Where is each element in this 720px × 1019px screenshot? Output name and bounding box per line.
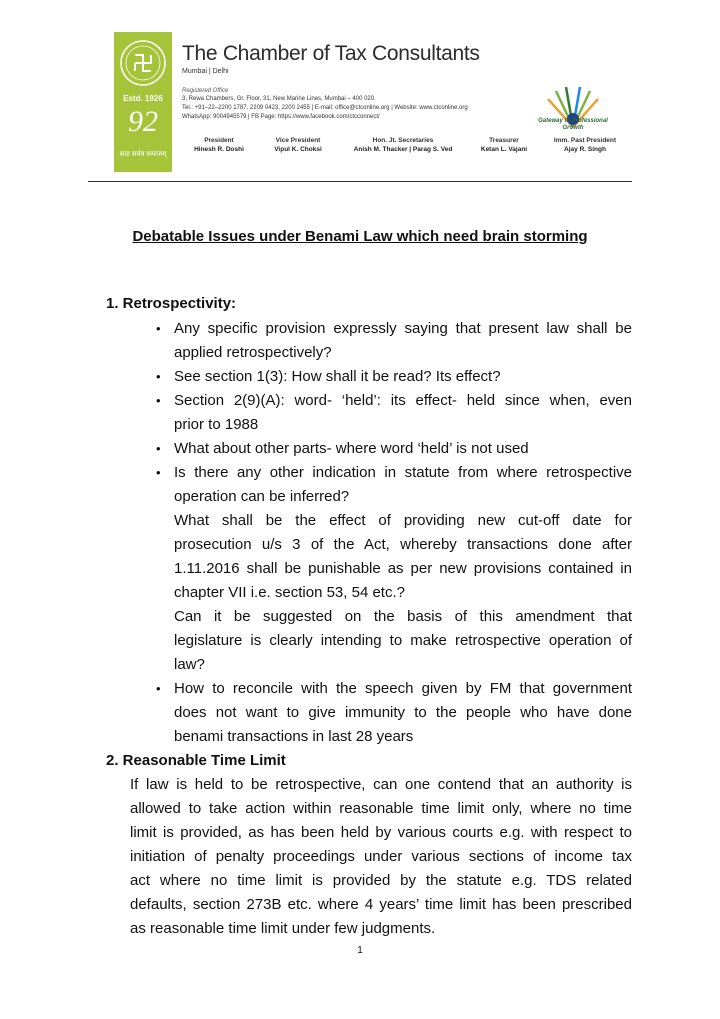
office-bearer-secretaries (340, 136, 466, 154)
body-line: initiation of penalty proceedings under various sections of income tax (130, 848, 632, 865)
body-line: operation can be inferred? (174, 488, 350, 505)
bullet-icon: • (156, 321, 161, 336)
body-line: Any specific provision expressly saying that present law shall be (174, 320, 632, 337)
office-person: Ketan L. Vajani (480, 146, 528, 153)
logo-years: 92 (128, 105, 158, 138)
office-role: President (204, 137, 234, 144)
body-line: Is there any other indication in statute from where retrospective (174, 464, 632, 481)
body-line: chapter VII i.e. section 53, 54 etc.? (174, 584, 405, 601)
body-line: See section 1(3): How shall it be read? Its effect? (174, 368, 501, 385)
office-bearer-treasurer (468, 136, 540, 154)
contact-line: Tel.: +91–22–2200 1787, 2209 0423, 2200 2455 | E-mail: office@ctconline.org | Website: www.ctconline.org (182, 105, 468, 111)
header-divider (88, 181, 632, 182)
body-line: How to reconcile with the speech given by FM that government (174, 680, 632, 697)
office-person: Vipul K. Choksi (274, 146, 322, 153)
page-number: 1 (357, 945, 363, 956)
body-line: limit is provided, as has been held by various courts e.g. with respect to (130, 824, 632, 841)
body-line: prior to 1988 (174, 416, 259, 433)
org-cities: Mumbai | Delhi (182, 68, 229, 75)
body-line: prosecution u/s 3 of the Act, whereby transactions done after (174, 536, 632, 553)
body-line: does not want to give immunity to the people who have done (174, 704, 632, 721)
document-title: Debatable Issues under Benami Law which need brain storming (132, 228, 588, 245)
bullet-icon: • (156, 441, 161, 456)
logo-motto: सदा सर्वत्र समाजम् (119, 151, 167, 158)
body-line: act where no time limit is provided by the statute e.g. TDS related (130, 872, 632, 889)
office-bearer-past-president (542, 136, 628, 154)
body-line: What shall be the effect of providing new cut-off date for (174, 512, 632, 529)
office-person: Anish M. Thacker | Parag S. Ved (353, 146, 453, 153)
body-line: 1.11.2016 shall be punishable as per new provisions contained in (174, 560, 632, 577)
section-heading-time-limit: 2. Reasonable Time Limit (106, 752, 286, 769)
office-bearer-vice-president (260, 136, 336, 154)
office-role: Treasurer (489, 137, 519, 144)
logo-estd: Estd. 1926 (123, 94, 163, 103)
address-line: 3, Rewa Chambers, Gr. Floor, 31, New Marine Lines, Mumbai – 400 020. (182, 96, 376, 102)
bullet-icon: • (156, 681, 161, 696)
body-line: Section 2(9)(A): word- ‘held’: its effect- held since when, even (174, 392, 632, 409)
body-line: applied retrospectively? (174, 344, 332, 361)
body-line: What about other parts- where word ‘held’ is not used (174, 440, 529, 457)
org-name: The Chamber of Tax Consultants (182, 42, 480, 65)
section-heading-retrospectivity: 1. Retrospectivity: (106, 295, 237, 312)
bullet-icon: • (156, 393, 161, 408)
body-line: benami transactions in last 28 years (174, 728, 414, 745)
body-line: Can it be suggested on the basis of this amendment that (174, 608, 632, 625)
body-line: If law is held to be retrospective, can one contend that an authority is (130, 776, 632, 793)
office-role: Imm. Past President (553, 137, 617, 144)
body-line: allowed to take action within reasonable time limit only, where no time (130, 800, 632, 817)
gateway-tagline: Gateway to Professional Growth (538, 118, 608, 131)
bullet-icon: • (156, 465, 161, 480)
body-line: legislature is clearly intending to make retrospective operation of (174, 632, 632, 649)
social-line: WhatsApp: 9004945579 | FB Page: https://www.facebook.com/ctcconnect/ (182, 114, 380, 120)
bullet-icon: • (156, 369, 161, 384)
seal-emblem-icon (114, 32, 172, 94)
office-role: Vice President (275, 137, 321, 144)
registered-office-label: Registered Office (182, 88, 229, 94)
office-bearer-president (182, 136, 256, 154)
office-person: Hinesh R. Doshi (194, 146, 244, 153)
letterhead (114, 32, 630, 178)
office-role: Hon. Jt. Secretaries (372, 137, 434, 144)
body-line: defaults, section 273B etc. where 4 years’ time limit has been prescribed (130, 896, 632, 913)
body-line: as reasonable time limit under few judgments. (130, 920, 436, 937)
body-line: law? (174, 656, 205, 673)
chamber-logo (114, 32, 172, 172)
office-person: Ajay R. Singh (564, 146, 606, 153)
